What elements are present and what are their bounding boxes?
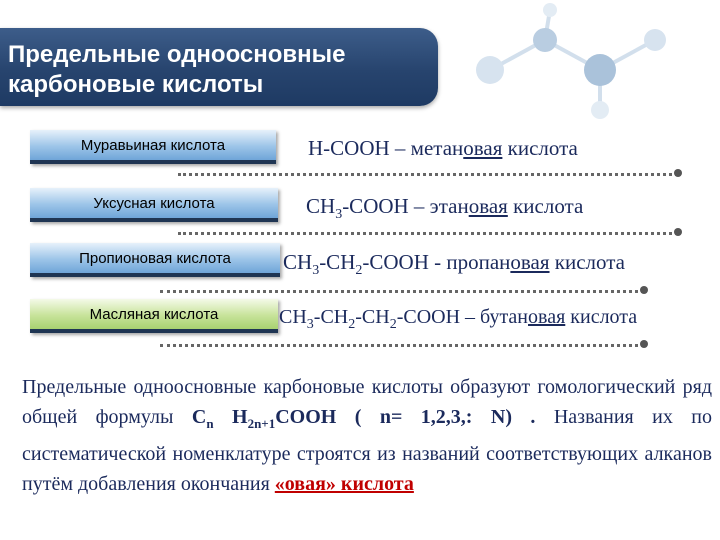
divider-dotted [160,290,644,293]
title-line-1: Предельные одноосновные [8,41,346,68]
slide-title [8,40,428,100]
divider-end-dot [640,340,648,348]
formula-c: С [191,406,207,428]
formula-subscript: 3 [306,317,314,332]
formula-2n1: 2n+1 [247,416,276,431]
suffix-highlight: «овая» кислота [274,473,414,495]
acid-label-formic [30,130,276,164]
divider-end-dot [674,228,682,236]
divider-end-dot [674,169,682,177]
formula-ending: овая [528,306,566,328]
formula-text: СН [279,306,307,328]
formula-text: СН [283,250,313,274]
acid-label-text: Масляная кислота [89,305,219,323]
divider-dotted [160,344,644,347]
title-line-2: карбоновые кислоты [8,71,264,98]
formula-h: Н [232,406,248,428]
divider-dotted [178,173,678,176]
formula-subscript: 3 [335,207,343,223]
acid-label-text: Уксусная кислота [93,194,215,212]
formula-text: -СООН - пропан [362,250,511,274]
paragraph-text: Предельные одноосновные карбоновые кислоты образуют гомологический ряд общей формулы [22,376,712,428]
general-formula [191,406,536,431]
divider-dotted [178,232,678,235]
acid-formula-acetic [306,194,583,223]
formula-text: кислота [502,136,578,160]
formula-text: -СН [355,306,390,328]
acid-label-text: Пропионовая кислота [79,249,231,267]
formula-n: n [206,416,214,431]
acid-formula-propionic [283,250,625,279]
paragraph-text: Названия их по систематической номенклатуре строятся из названий соответствующих алканов путём добавления окончания [22,406,712,495]
formula-text: кислота [549,250,625,274]
formula-subscript: 2 [355,263,363,279]
acid-formula-butyric [279,306,637,333]
formula-text: -СН [313,306,349,328]
acid-label-butyric [30,299,278,333]
formula-ending: овая [510,250,550,274]
molecule-decoration-icon [450,0,720,130]
formula-ending: овая [463,136,503,160]
acid-formula-formic [308,136,578,161]
formula-text: -СООН – этан [342,194,469,218]
formula-text: Н-СООН – метан [308,136,464,160]
formula-text: -СООН – бутан [396,306,529,328]
formula-range: ( n= 1,2,3,: N) . [336,406,536,428]
formula-subscript: 3 [312,263,320,279]
acid-label-acetic [30,188,278,222]
acid-label-text: Муравьиная кислота [80,136,226,154]
acid-label-propionic [30,243,280,277]
formula-text: кислота [565,306,638,328]
formula-text: -СН [319,250,356,274]
formula-subscript: 2 [389,317,397,332]
formula-cooh: СООН [275,406,337,428]
formula-text: СН [306,194,336,218]
formula-ending: овая [468,194,508,218]
description-paragraph [22,372,712,499]
formula-text: кислота [507,194,584,218]
formula-subscript: 2 [348,317,356,332]
divider-end-dot [640,286,648,294]
